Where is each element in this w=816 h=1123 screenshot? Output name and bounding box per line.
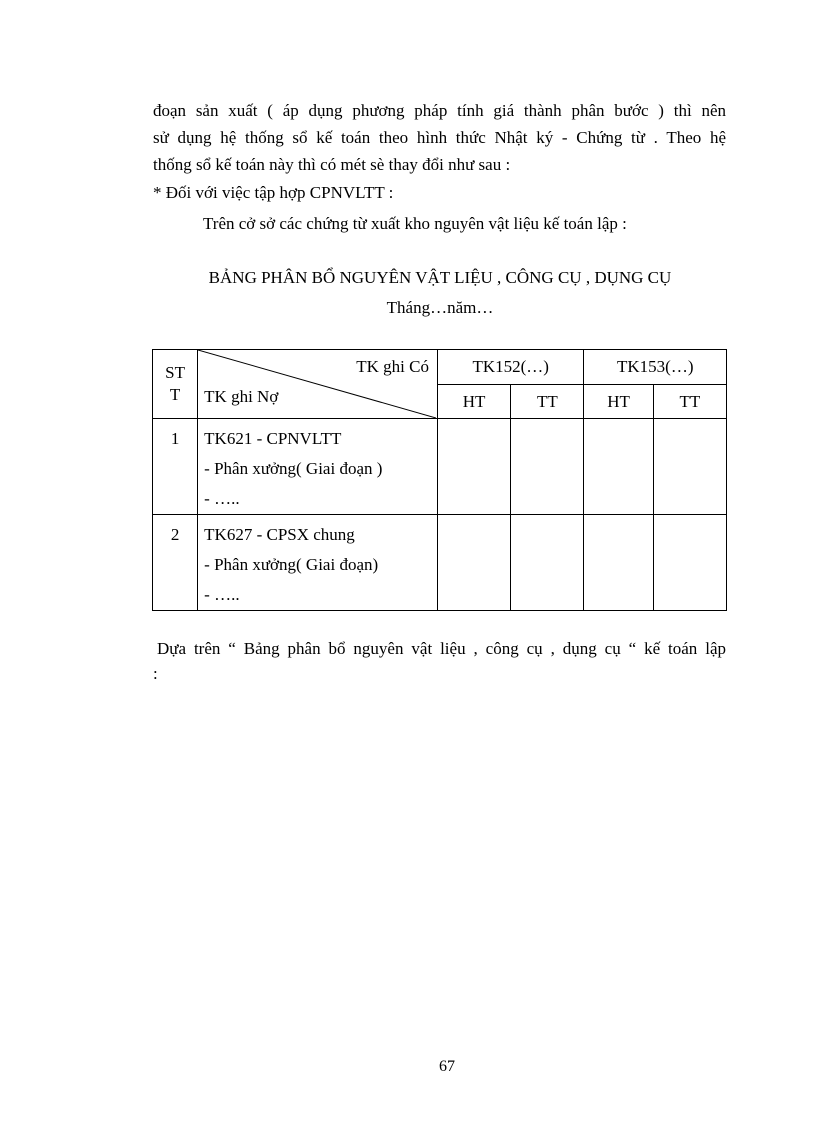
debit-account-header: TK ghi Nợ [204,387,279,406]
group-header-tk153: TK153(…) [584,350,727,385]
paragraph-line: : [153,664,158,683]
row-line: - Phân xưởng( Giai đoạn ) [204,459,383,478]
row-line: TK627 - CPSX chung [204,525,355,544]
group-header-tk152: TK152(…) [437,350,584,385]
allocation-table [152,349,727,611]
stt-header-part2: T [169,385,181,404]
paragraph-line: * Đối với việc tập hợp CPNVLTT : [153,183,394,202]
paragraph-line: đoạn sản xuất ( áp dụng phương pháp tính giá thành phân bước ) thì nên [153,101,726,120]
page-number: 67 [439,1058,455,1075]
table-row [153,419,727,515]
paragraph-line: Dựa trên “ Bảng phân bổ nguyên vật liệu , công cụ , dụng cụ “ kế toán lập [157,639,726,658]
value-cell [437,515,510,611]
table-title: BẢNG PHÂN BỔ NGUYÊN VẬT LIỆU , CÔNG CỤ , DỤNG CỤ [208,268,672,287]
sub-header-tt: TT [653,385,726,419]
sub-header-tt: TT [511,385,584,419]
value-cell [653,419,726,515]
row-account [198,515,438,611]
paragraph-line: sử dụng hệ thống sổ kế toán theo hình thức Nhật ký - Chứng từ . Theo hệ [153,128,726,147]
paragraph-line: Trên cở sở các chứng từ xuất kho nguyên vật liệu kế toán lập : [203,214,627,233]
value-cell [511,515,584,611]
row-line: TK621 - CPNVLTT [204,429,342,448]
row-line: - ….. [204,585,240,604]
sub-header-ht: HT [584,385,653,419]
value-cell [511,419,584,515]
diagonal-header-cell [198,350,438,419]
paragraph-line: thống sổ kế toán này thì có mét sè thay đổi như sau : [153,155,511,174]
value-cell [653,515,726,611]
stt-header [153,350,198,419]
row-account [198,419,438,515]
value-cell [584,515,653,611]
row-stt: 2 [153,515,198,611]
table-row [153,515,727,611]
value-cell [437,419,510,515]
credit-account-header: TK ghi Có [356,357,429,376]
row-stt: 1 [153,419,198,515]
stt-header-part1: ST [165,363,185,382]
row-line: - ….. [204,489,240,508]
value-cell [584,419,653,515]
row-line: - Phân xưởng( Giai đoạn) [204,555,379,574]
sub-header-ht: HT [437,385,510,419]
table-subtitle: Tháng…năm… [386,298,494,317]
